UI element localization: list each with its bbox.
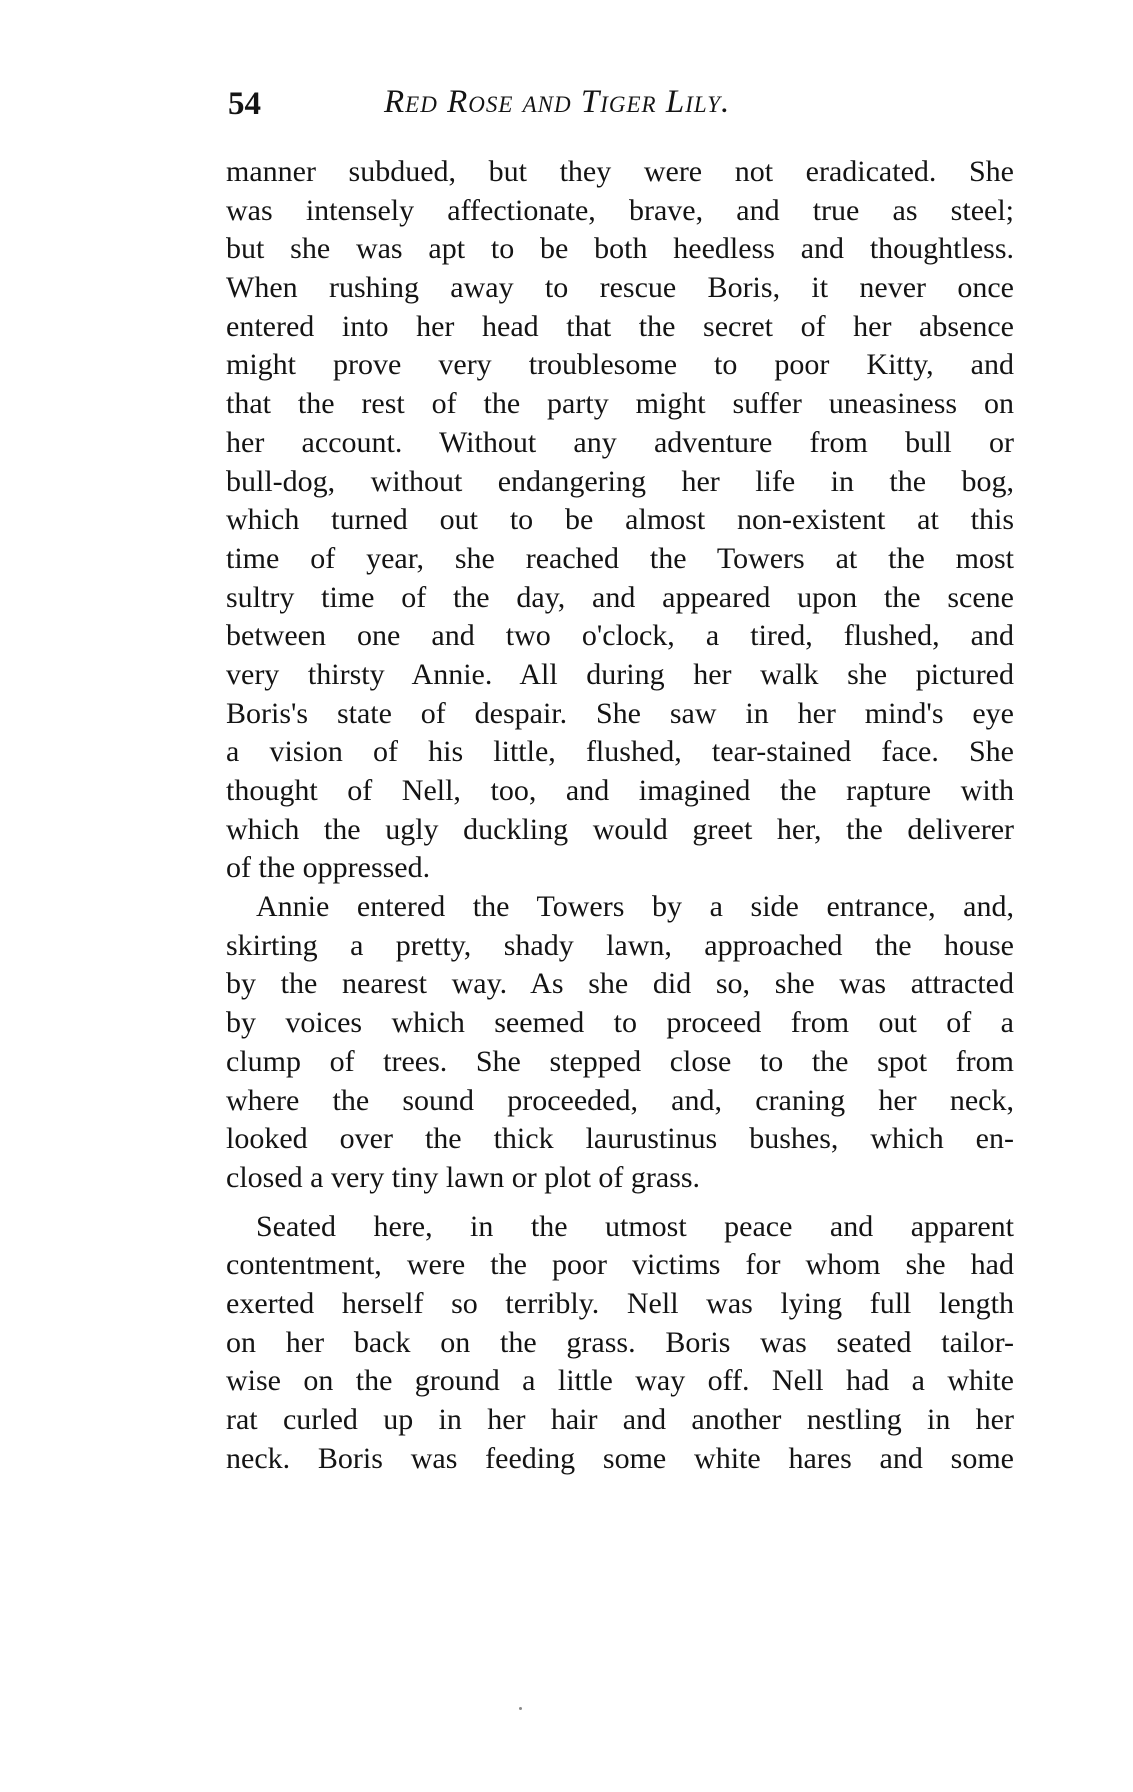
text-line: time of year, she reached the Towers at the most: [226, 541, 1014, 575]
text-line: exerted herself so terribly. Nell was lying full length: [226, 1286, 1014, 1320]
text-line: was intensely affectionate, brave, and true as steel;: [226, 193, 1014, 227]
text-line: Seated here, in the utmost peace and apparent: [256, 1209, 1014, 1243]
text-line: a vision of his little, flushed, tear-stained face. She: [226, 735, 1014, 769]
page-number: 54: [228, 86, 261, 122]
running-head: [224, 82, 1014, 126]
text-line: which turned out to be almost non-existent at this: [226, 503, 1014, 537]
text-line: but she was apt to be both heedless and thoughtless.: [226, 232, 1014, 266]
paragraph-2: [226, 888, 1014, 1198]
text-line: contentment, were the poor victims for whom she had: [226, 1248, 1014, 1282]
text-line: rat curled up in her hair and another nestling in her: [226, 1403, 1014, 1436]
text-line: When rushing away to rescue Boris, it never once: [226, 271, 1014, 305]
paragraph-3: [226, 1208, 1014, 1479]
text-line: thought of Nell, too, and imagined the rapture with: [226, 774, 1014, 807]
text-line: entered into her head that the secret of her absence: [226, 309, 1014, 343]
text-line: might prove very troublesome to poor Kitty, and: [226, 348, 1014, 382]
text-line: by the nearest way. As she did so, she was attracted: [226, 967, 1014, 1001]
paragraph-spacing: [226, 1198, 1014, 1208]
text-line: closed a very tiny lawn or plot of grass.: [226, 1160, 701, 1194]
text-line: of the oppressed.: [226, 851, 431, 885]
text-line: looked over the thick laurustinus bushes, which en-: [226, 1122, 1014, 1156]
text-line: by voices which seemed to proceed from out of a: [226, 1006, 1014, 1040]
text-line: Boris's state of despair. She saw in her mind's eye: [226, 696, 1014, 730]
text-line: that the rest of the party might suffer uneasiness on: [226, 387, 1014, 421]
text-line: her account. Without any adventure from bull or: [226, 425, 1014, 459]
paragraph-1: [226, 153, 1014, 888]
text-line: Annie entered the Towers by a side entrance, and,: [256, 890, 1014, 924]
running-title: Red Rose and Tiger Lily.: [384, 84, 731, 120]
text-line: wise on the ground a little way off. Nell had a white: [226, 1364, 1014, 1398]
text-line: on her back on the grass. Boris was seated tailor-: [226, 1325, 1014, 1359]
text-line: bull-dog, without endangering her life in the bog,: [226, 464, 1014, 498]
text-line: very thirsty Annie. All during her walk she pictured: [226, 657, 1014, 691]
paper-speck: [519, 1707, 522, 1710]
text-line: between one and two o'clock, a tired, flushed, and: [226, 619, 1014, 653]
text-line: clump of trees. She stepped close to the spot from: [226, 1044, 1014, 1078]
body-text: [226, 153, 1014, 1478]
text-line: neck. Boris was feeding some white hares and some: [226, 1441, 1014, 1475]
text-line: sultry time of the day, and appeared upon the scene: [226, 580, 1014, 614]
text-line: manner subdued, but they were not eradicated. She: [226, 155, 1014, 188]
text-line: where the sound proceeded, and, craning her neck,: [226, 1083, 1014, 1117]
text-line: which the ugly duckling would greet her, the deliverer: [226, 812, 1014, 846]
text-line: skirting a pretty, shady lawn, approached the house: [226, 928, 1014, 962]
